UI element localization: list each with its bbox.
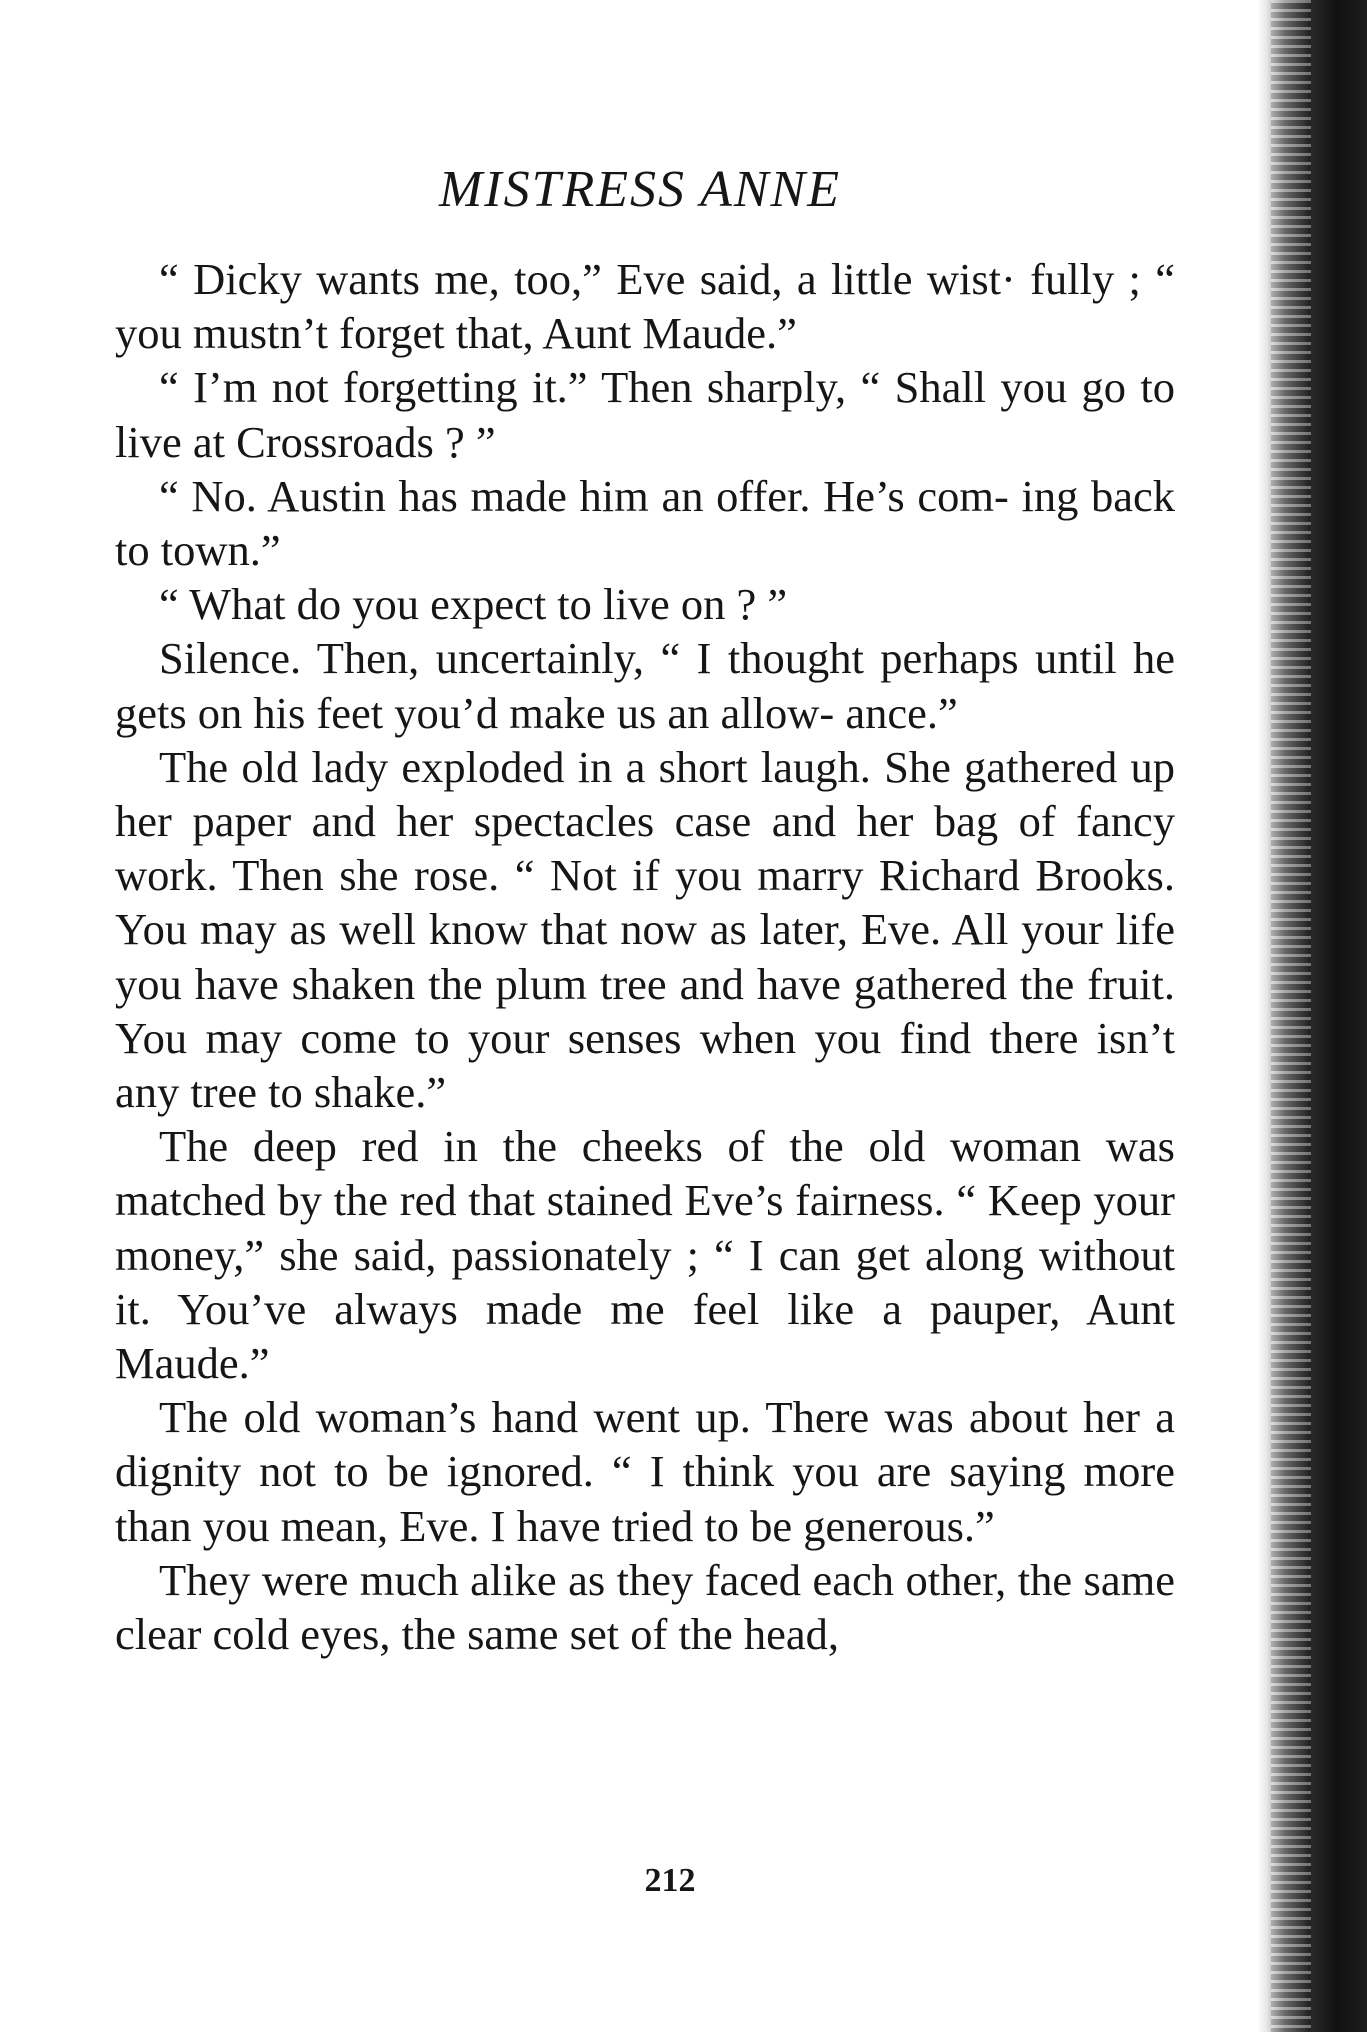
paragraph: Silence. Then, uncertainly, “ I thought perhaps until he gets on his feet you’d make us an allow- ance.” xyxy=(115,633,1175,738)
page-number: 212 xyxy=(644,1862,696,1899)
paragraph: The deep red in the cheeks of the old woman was matched by the red that stained Eve’s fairness. “ Keep your money,” she said, passionately ; “ I can get along without it. You’ve always made me feel like a pauper, Aunt Maude.” xyxy=(115,1121,1175,1389)
paragraph: “ What do you expect to live on ? ” xyxy=(159,579,788,630)
page-binding-edge xyxy=(1257,0,1367,2032)
paragraph: “ I’m not forgetting it.” Then sharply, “ Shall you go to live at Crossroads ? ” xyxy=(115,362,1175,467)
running-head: MISTRESS ANNE xyxy=(438,161,842,218)
body-text xyxy=(115,252,1175,1661)
paragraph: The old lady exploded in a short laugh. She gathered up her paper and her spectacles case and her bag of fancy work. Then she rose. “ Not if you marry Richard Brooks. You may as well know that now as later, Eve. All your life you have shaken the plum tree and have gathered the fruit. You may come to your senses when you find there isn’t any tree to shake.” xyxy=(115,741,1175,1118)
paragraph: “ No. Austin has made him an offer. He’s com- ing back to town.” xyxy=(115,470,1175,576)
paragraph: They were much alike as they faced each other, the same clear cold eyes, the same set of the head, xyxy=(115,1554,1175,1660)
paragraph: “ Dicky wants me, too,” Eve said, a little wist· fully ; “ you mustn’t forget that, Aunt Maude.” xyxy=(115,254,1175,359)
paragraph: The old woman’s hand went up. There was about her a dignity not to be ignored. “ I think you are saying more than you mean, Eve. I have tried to be generous.” xyxy=(115,1392,1175,1551)
